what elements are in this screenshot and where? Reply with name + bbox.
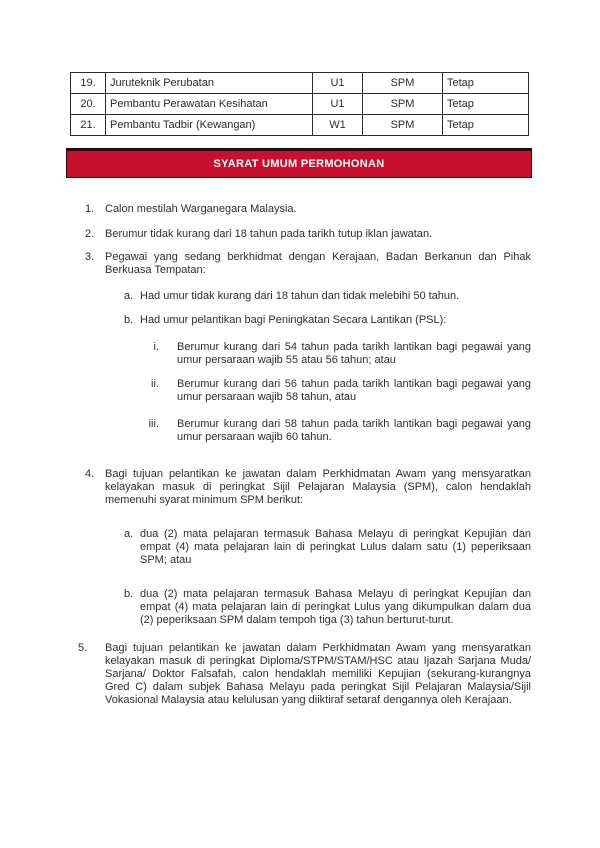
req-item-3b: [0, 314, 531, 327]
req-item-3: [0, 251, 531, 277]
position-name: Juruteknik Perubatan: [106, 73, 313, 94]
table-row: [71, 73, 529, 94]
requirements-list: [0, 203, 531, 707]
item-text: Had umur pelantikan bagi Peningkatan Secara Lantikan (PSL):: [140, 314, 447, 326]
item-number: 1.: [85, 203, 95, 215]
item-text: dua (2) mata pelajaran termasuk Bahasa Melayu di peringkat Kepujian dan empat (4) mata pelajaran lain di peringkat Lulus yang dikumpulkan dalam dua (2) peperiksaan SPM dalam tempoh tiga (3) tahun berturut-turut.: [140, 588, 531, 626]
position-grade: W1: [313, 115, 363, 136]
position-status: Tetap: [443, 73, 529, 94]
row-number: 20.: [71, 94, 106, 115]
section-banner: [66, 148, 532, 178]
position-name: Pembantu Tadbir (Kewangan): [106, 115, 313, 136]
table-row: [71, 94, 529, 115]
item-number: a.: [124, 290, 134, 302]
position-qualification: SPM: [363, 94, 443, 115]
table-row: [71, 115, 529, 136]
item-text: Had umur tidak kurang dari 18 tahun dan tidak melebihi 50 tahun.: [140, 290, 460, 302]
position-status: Tetap: [443, 94, 529, 115]
position-grade: U1: [313, 73, 363, 94]
position-grade: U1: [313, 94, 363, 115]
req-item-2: [0, 228, 531, 241]
position-name: Pembantu Perawatan Kesihatan: [106, 94, 313, 115]
position-status: Tetap: [443, 115, 529, 136]
req-item-3a: [0, 290, 531, 303]
row-number: 21.: [71, 115, 106, 136]
item-text: Berumur kurang dari 56 tahun pada tarikh lantikan bagi pegawai yang umur persaraan wajib 58 tahun, atau: [177, 378, 531, 403]
req-item-5: [0, 642, 531, 707]
item-text: Bagi tujuan pelantikan ke jawatan dalam Perkhidmatan Awam yang mensyaratkan kelayakan masuk di peringkat Diploma/STPM/STAM/HSC atau Ijazah Sarjana Muda/ Sarjana/ Doktor Falsafah, calon hendaklah memiliki Kepujian (sekurang-kurangnya Gred C) dalam subjek Bahasa Melayu pada peringkat Sijil Pelajaran Malaysia/Sijil Vokasional Malaysia atau kelulusan yang diiktiraf setaraf dengannya oleh Kerajaan.: [105, 642, 531, 706]
row-number: 19.: [71, 73, 106, 94]
req-item-4: [0, 468, 531, 507]
req-item-3b-iii: [0, 418, 531, 444]
item-number: 4.: [85, 468, 95, 480]
item-text: Calon mestilah Warganegara Malaysia.: [105, 203, 297, 215]
item-text: Pegawai yang sedang berkhidmat dengan Kerajaan, Badan Berkanun dan Pihak Berkuasa Tempatan:: [105, 251, 531, 276]
item-text: dua (2) mata pelajaran termasuk Bahasa Melayu di peringkat Kepujian dan empat (4) mata pelajaran lain di peringkat Lulus dalam satu (1) peperiksaan SPM; atau: [140, 528, 531, 566]
section-title: SYARAT UMUM PERMOHONAN: [213, 158, 385, 170]
job-positions-table: [70, 72, 529, 136]
item-text: Bagi tujuan pelantikan ke jawatan dalam Perkhidmatan Awam yang mensyaratkan kelayakan masuk di peringkat Sijil Pelajaran Malaysia (SPM), calon hendaklah memenuhi syarat minimum SPM berikut:: [105, 468, 531, 506]
item-number: b.: [124, 588, 134, 600]
item-number: a.: [124, 528, 134, 540]
item-number: ii.: [151, 378, 159, 390]
item-number: 5.: [78, 642, 88, 654]
item-text: Berumur kurang dari 58 tahun pada tarikh lantikan bagi pegawai yang umur persaraan wajib 60 tahun.: [177, 418, 531, 443]
item-number: i.: [153, 341, 159, 353]
item-number: 3.: [85, 251, 95, 263]
item-text: Berumur kurang dari 54 tahun pada tarikh lantikan bagi pegawai yang umur persaraan wajib 55 atau 56 tahun; atau: [177, 341, 531, 366]
req-item-1: [0, 203, 531, 216]
item-text: Berumur tidak kurang dari 18 tahun pada tarikh tutup iklan jawatan.: [105, 228, 433, 240]
req-item-3b-i: [0, 341, 531, 367]
req-item-3b-ii: [0, 378, 531, 404]
item-number: 2.: [85, 228, 95, 240]
item-number: iii.: [148, 418, 159, 430]
item-number: b.: [124, 314, 134, 326]
position-qualification: SPM: [363, 115, 443, 136]
req-item-4a: [0, 528, 531, 567]
position-qualification: SPM: [363, 73, 443, 94]
req-item-4b: [0, 588, 531, 627]
